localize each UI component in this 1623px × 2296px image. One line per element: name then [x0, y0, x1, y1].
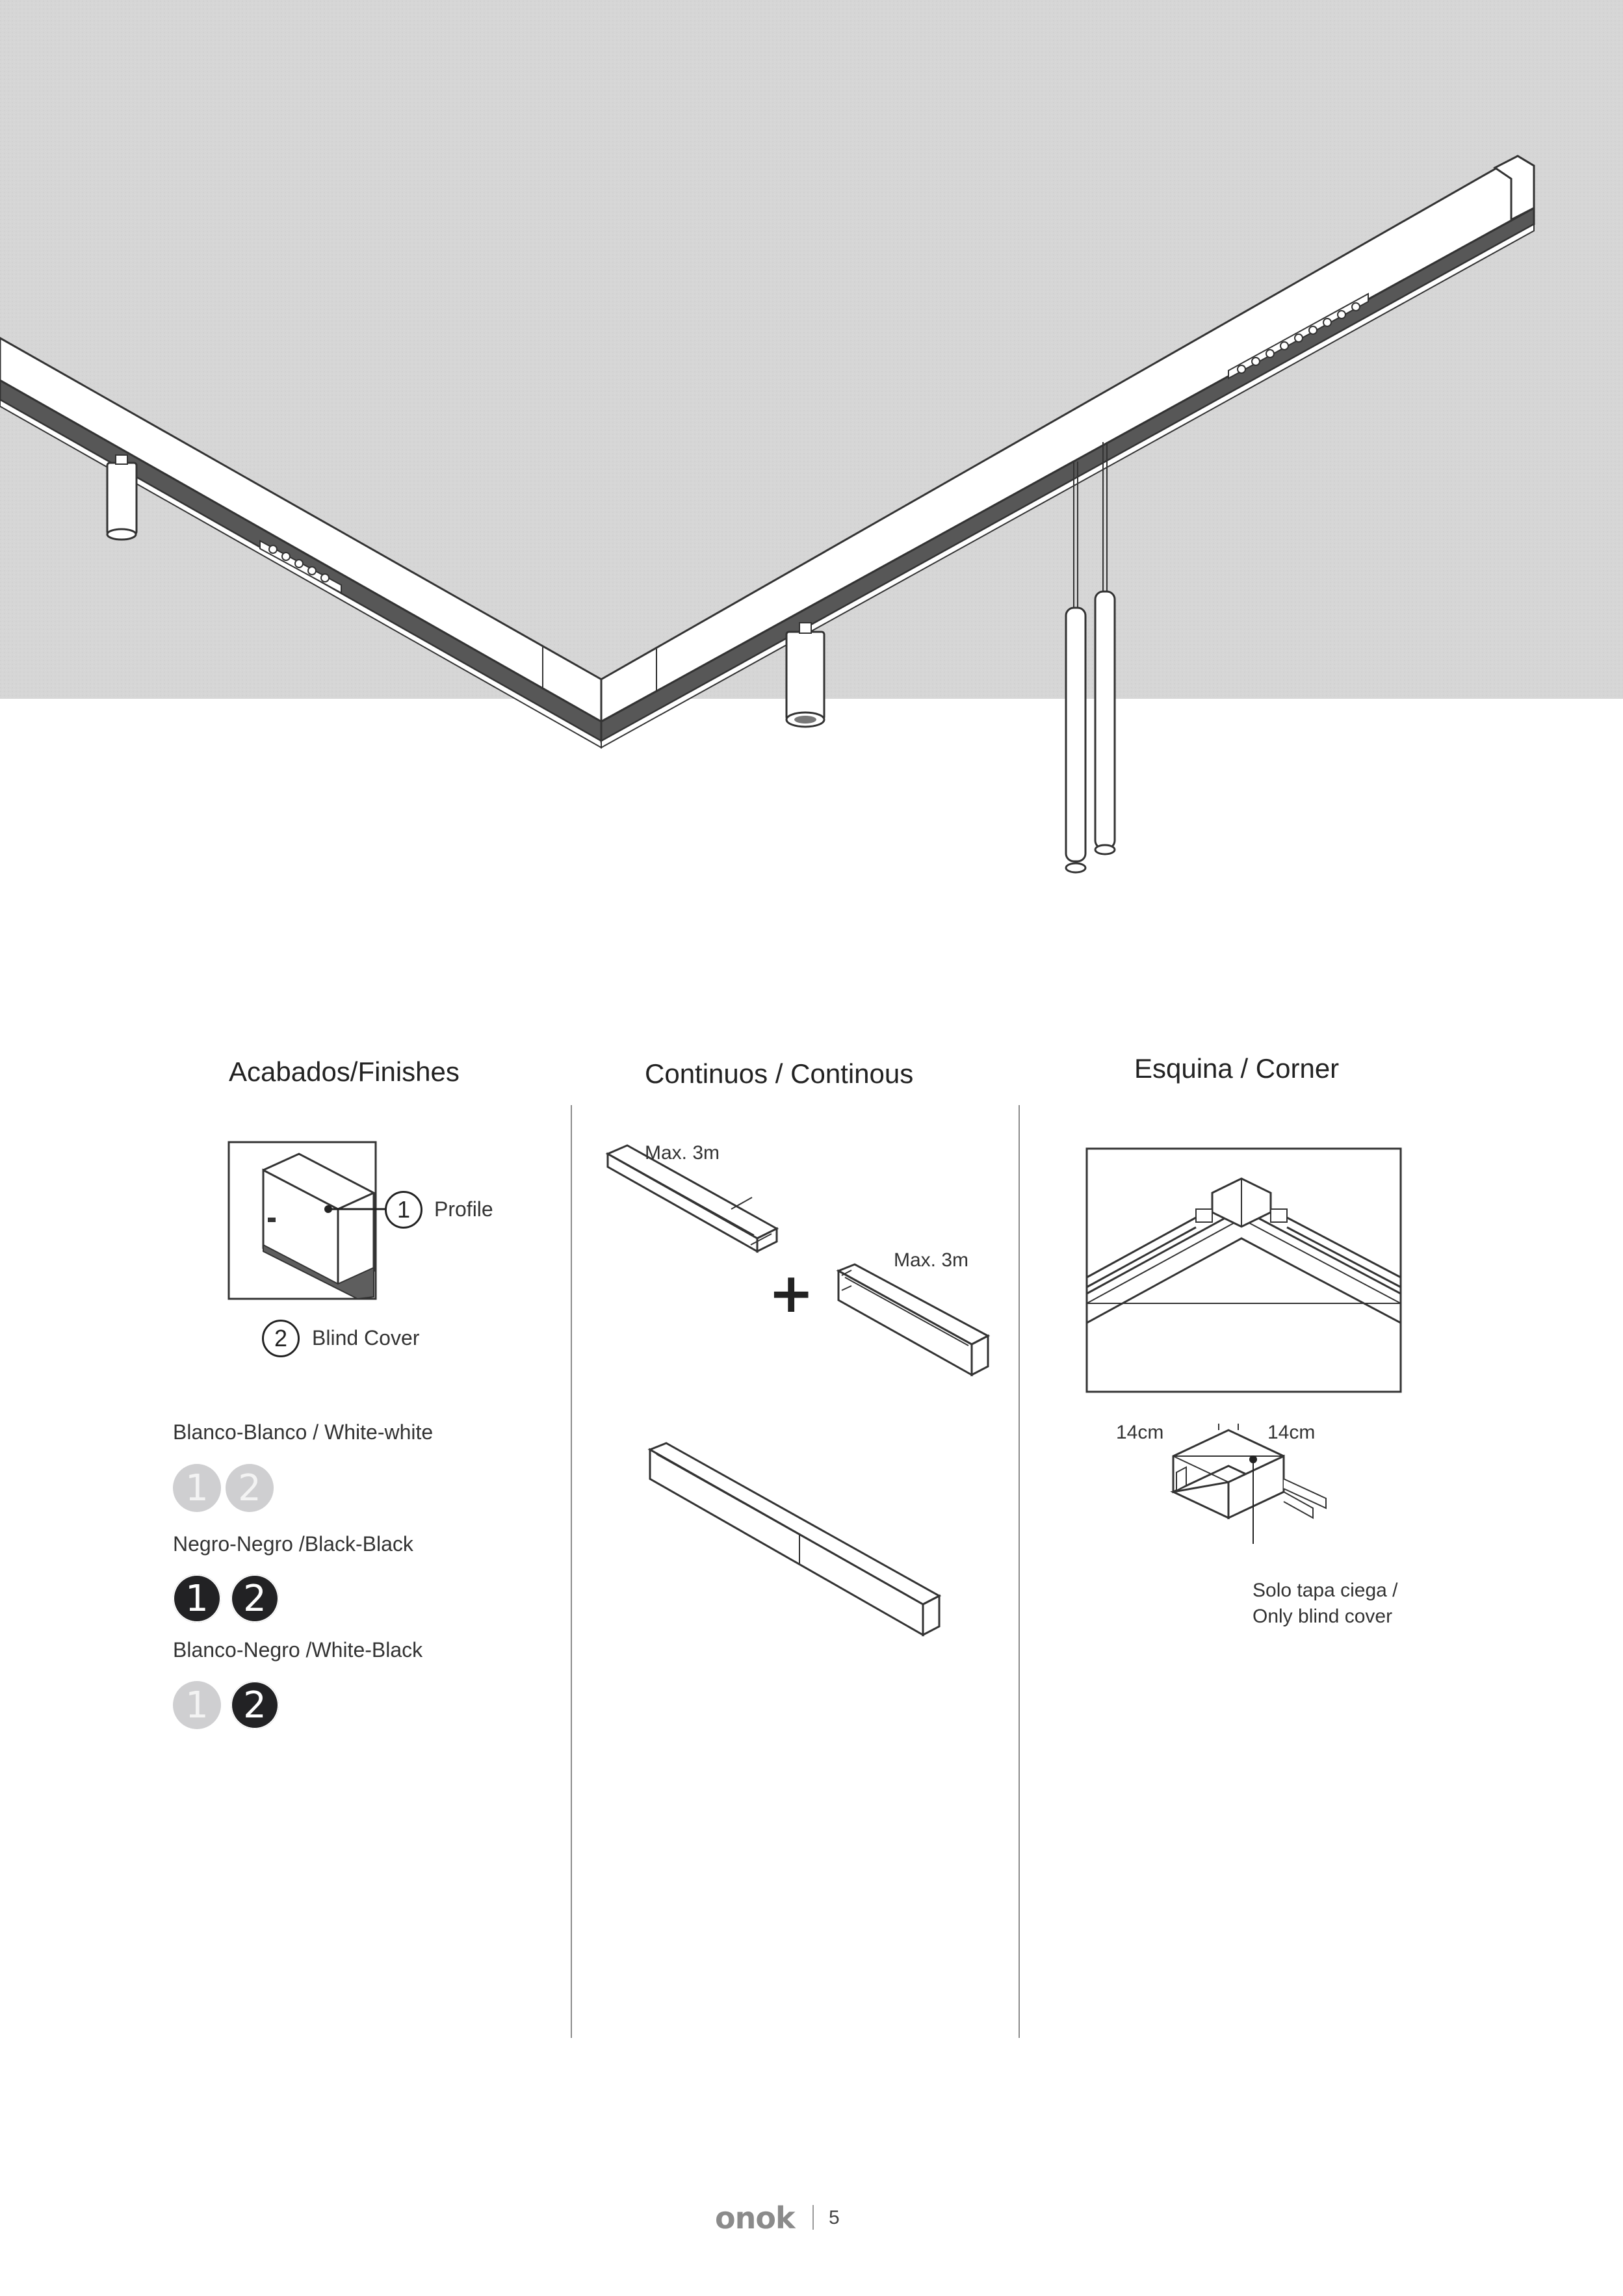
finish-badge-cover: 2 [231, 1681, 279, 1729]
finishes-title: Acabados/Finishes [229, 1056, 460, 1087]
continuous-max-label-2: Max. 3m [894, 1249, 969, 1271]
finish-option-label: Blanco-Blanco / White-white [173, 1420, 434, 1444]
corner-note-line2: Only blind cover [1253, 1606, 1393, 1627]
corner-piece [1170, 1420, 1329, 1544]
corner-title: Esquina / Corner [1134, 1053, 1340, 1084]
hero-illustration [0, 0, 1623, 891]
legend-blind-cover-number: 2 [262, 1320, 300, 1357]
finish-badge-profile: 1 [173, 1681, 221, 1729]
corner-note-line1: Solo tapa ciega / [1253, 1580, 1398, 1601]
finish-badge-cover: 2 [231, 1574, 279, 1623]
spotlight-center [786, 623, 824, 727]
joined-profile [643, 1440, 942, 1641]
corner-dim-left: 14cm [1116, 1422, 1164, 1443]
finish-badge-profile: 1 [173, 1464, 221, 1512]
finish-badge-cover: 2 [226, 1464, 274, 1512]
finish-option-label: Blanco-Negro /White-Black [173, 1638, 423, 1662]
profile-pointer [322, 1203, 387, 1216]
brand-logo: onok [715, 2200, 795, 2236]
page-number: 5 [829, 2207, 840, 2228]
finish-diagram [227, 1141, 377, 1300]
legend-profile-label: Profile [434, 1197, 493, 1221]
corner-diagram [1085, 1147, 1402, 1393]
legend-profile-number: 1 [385, 1191, 422, 1229]
finish-option-label: Negro-Negro /Black-Black [173, 1532, 413, 1556]
column-divider-left [571, 1105, 572, 2038]
plus-sign: + [768, 1261, 814, 1325]
spotlight-left [107, 455, 136, 540]
profile-segment-2 [832, 1261, 994, 1381]
column-divider-right [1019, 1105, 1020, 2038]
continuous-title: Continuos / Continous [645, 1058, 914, 1089]
legend-blind-cover-label: Blind Cover [312, 1326, 420, 1350]
finish-badge-profile: 1 [173, 1574, 221, 1623]
continuous-max-label-1: Max. 3m [645, 1142, 720, 1164]
corner-dim-right: 14cm [1267, 1422, 1316, 1443]
footer-separator [812, 2205, 814, 2230]
